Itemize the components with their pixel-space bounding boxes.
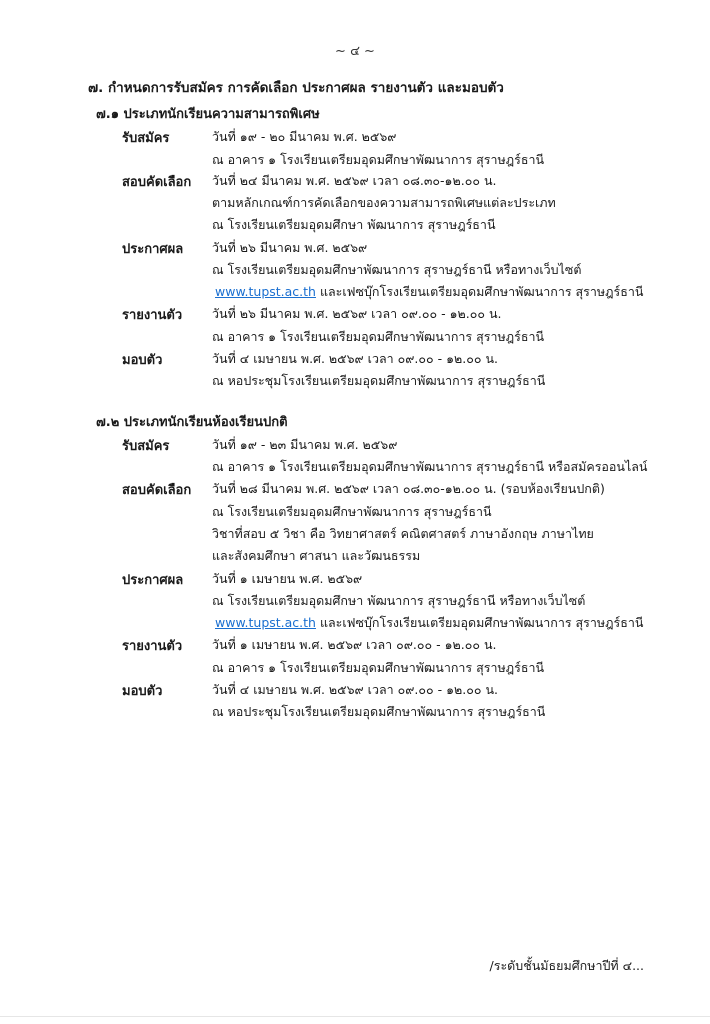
regular-exam-location: ณ โรงเรียนเตรียมอุดมศึกษาพัฒนาการ สุราษฎร์ธานี	[212, 504, 492, 519]
regular-report-date: วันที่ ๑ เมษายน พ.ศ. ๒๕๖๙ เวลา ๐๙.๐๐ - ๑๒.๐๐ น.	[212, 637, 497, 652]
regular-apply-label: รับสมัคร	[122, 439, 170, 454]
special-report-label: รายงานตัว	[122, 308, 183, 323]
regular-report-location: ณ อาคาร ๑ โรงเรียนเตรียมอุดมศึกษาพัฒนาการ สุราษฎร์ธานี	[212, 660, 545, 675]
regular-report-label: รายงานตัว	[122, 639, 183, 654]
regular-enroll-location: ณ หอประชุมโรงเรียนเตรียมอุดมศึกษาพัฒนาการ สุราษฎร์ธานี	[212, 704, 546, 719]
regular-announce-location: ณ โรงเรียนเตรียมอุดมศึกษา พัฒนาการ สุราษฎร์ธานี หรือทางเว็บไซต์	[212, 593, 586, 608]
website-link[interactable]: www.tupst.ac.th	[215, 615, 316, 630]
page-number: ~ ๔ ~	[335, 44, 375, 59]
facebook-text: และเฟซบุ๊กโรงเรียนเตรียมอุดมศึกษาพัฒนาการ สุราษฎร์ธานี	[315, 284, 644, 299]
regular-announce-label: ประกาศผล	[122, 573, 184, 588]
regular-apply-date: วันที่ ๑๙ - ๒๓ มีนาคม พ.ศ. ๒๕๖๙	[212, 437, 398, 452]
regular-exam-date: วันที่ ๒๘ มีนาคม พ.ศ. ๒๕๖๙ เวลา ๐๘.๓๐-๑๒.๐๐ น. (รอบห้องเรียนปกติ)	[212, 481, 605, 496]
regular-apply-location: ณ อาคาร ๑ โรงเรียนเตรียมอุดมศึกษาพัฒนาการ สุราษฎร์ธานี หรือสมัครออนไลน์	[212, 459, 648, 474]
regular-subsection-title: ๗.๒ ประเภทนักเรียนห้องเรียนปกติ	[96, 415, 288, 430]
regular-exam-label: สอบคัดเลือก	[122, 483, 192, 498]
website-link[interactable]: www.tupst.ac.th	[215, 284, 316, 299]
page-bottom-divider	[0, 1016, 710, 1017]
regular-exam-subjects: วิชาที่สอบ ๕ วิชา คือ วิทยาศาสตร์ คณิตศาสตร์ ภาษาอังกฤษ ภาษาไทย	[212, 526, 594, 541]
special-apply-location: ณ อาคาร ๑ โรงเรียนเตรียมอุดมศึกษาพัฒนาการ สุราษฎร์ธานี	[212, 152, 545, 167]
special-apply-label: รับสมัคร	[122, 131, 170, 146]
continuation-footer: /ระดับชั้นมัธยมศึกษาปีที่ ๔...	[489, 958, 644, 973]
section-title: ๗. กำหนดการรับสมัคร การคัดเลือก ประกาศผล รายงานตัว และมอบตัว	[88, 80, 504, 96]
regular-enroll-date: วันที่ ๔ เมษายน พ.ศ. ๒๕๖๙ เวลา ๐๙.๐๐ - ๑๒.๐๐ น.	[212, 682, 498, 697]
special-exam-label: สอบคัดเลือก	[122, 175, 192, 190]
regular-enroll-label: มอบตัว	[122, 684, 163, 699]
special-announce-date: วันที่ ๒๖ มีนาคม พ.ศ. ๒๕๖๙	[212, 240, 368, 255]
facebook-text: และเฟซบุ๊กโรงเรียนเตรียมอุดมศึกษาพัฒนาการ สุราษฎร์ธานี	[315, 615, 644, 630]
special-report-location: ณ อาคาร ๑ โรงเรียนเตรียมอุดมศึกษาพัฒนาการ สุราษฎร์ธานี	[212, 329, 545, 344]
special-announce-label: ประกาศผล	[122, 242, 184, 257]
special-announce-web-line	[215, 282, 643, 302]
regular-announce-date: วันที่ ๑ เมษายน พ.ศ. ๒๕๖๙	[212, 571, 363, 586]
special-exam-criteria: ตามหลักเกณฑ์การคัดเลือกของความสามารถพิเศษแต่ละประเภท	[212, 195, 556, 210]
regular-exam-subjects-cont: และสังคมศึกษา ศาสนา และวัฒนธรรม	[212, 548, 421, 563]
special-exam-location: ณ โรงเรียนเตรียมอุดมศึกษา พัฒนาการ สุราษฎร์ธานี	[212, 217, 496, 232]
special-report-date: วันที่ ๒๖ มีนาคม พ.ศ. ๒๕๖๙ เวลา ๐๙.๐๐ - ๑๒.๐๐ น.	[212, 306, 502, 321]
regular-announce-web-line	[215, 613, 643, 633]
special-enroll-label: มอบตัว	[122, 353, 163, 368]
special-exam-date: วันที่ ๒๔ มีนาคม พ.ศ. ๒๕๖๙ เวลา ๐๘.๓๐-๑๒.๐๐ น.	[212, 173, 497, 188]
special-announce-location: ณ โรงเรียนเตรียมอุดมศึกษาพัฒนาการ สุราษฎร์ธานี หรือทางเว็บไซต์	[212, 262, 582, 277]
special-enroll-date: วันที่ ๔ เมษายน พ.ศ. ๒๕๖๙ เวลา ๐๙.๐๐ - ๑๒.๐๐ น.	[212, 351, 498, 366]
special-enroll-location: ณ หอประชุมโรงเรียนเตรียมอุดมศึกษาพัฒนาการ สุราษฎร์ธานี	[212, 373, 546, 388]
special-subsection-title: ๗.๑ ประเภทนักเรียนความสามารถพิเศษ	[96, 107, 320, 122]
special-apply-date: วันที่ ๑๙ - ๒๐ มีนาคม พ.ศ. ๒๕๖๙	[212, 129, 397, 144]
